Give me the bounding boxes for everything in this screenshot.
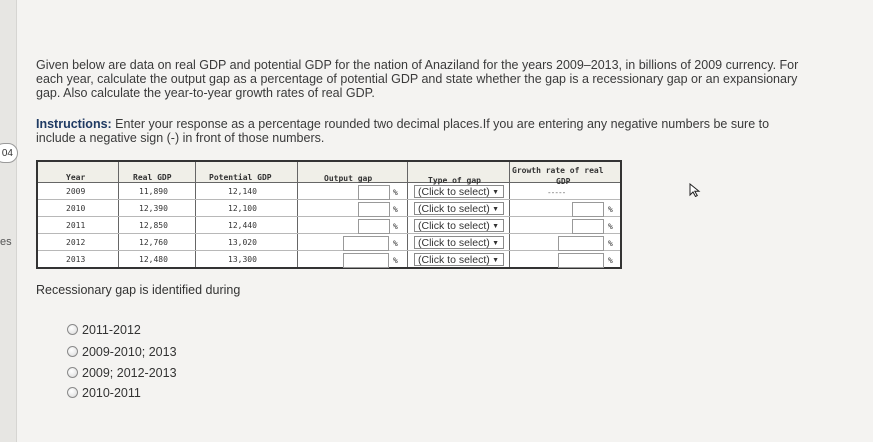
percent-symbol: % — [608, 256, 613, 265]
header-year: Year — [66, 173, 86, 182]
percent-symbol: % — [608, 205, 613, 214]
radio-option-2009-2012-2013[interactable] — [67, 366, 177, 380]
gap-type-select-2012[interactable] — [414, 236, 504, 249]
radio-button[interactable] — [67, 346, 78, 357]
table-row-potential-gdp: 13,300 — [228, 255, 257, 264]
table-row-potential-gdp: 13,020 — [228, 238, 257, 247]
percent-symbol: % — [393, 188, 398, 197]
option-label: 2009-2010; 2013 — [82, 345, 177, 359]
row-divider — [38, 199, 620, 200]
chevron-down-icon: ▼ — [492, 189, 499, 196]
table-row-potential-gdp: 12,100 — [228, 204, 257, 213]
select-value: (Click to select) — [418, 220, 490, 232]
table-row-real-gdp: 11,890 — [139, 187, 168, 196]
table-row-real-gdp: 12,850 — [139, 221, 168, 230]
table-row-year: 2010 — [66, 204, 86, 213]
mouse-cursor-icon — [689, 183, 701, 197]
column-divider — [297, 162, 298, 267]
select-value: (Click to select) — [418, 254, 490, 266]
growth-rate-input-2012[interactable] — [558, 236, 604, 251]
column-divider — [407, 162, 408, 267]
growth-rate-input-2010[interactable] — [572, 202, 604, 217]
select-value: (Click to select) — [418, 203, 490, 215]
radio-button[interactable] — [67, 367, 78, 378]
table-row-year: 2013 — [66, 255, 86, 264]
row-divider — [38, 250, 620, 251]
table-row-potential-gdp: 12,140 — [228, 187, 257, 196]
table-row-real-gdp: 12,390 — [139, 204, 168, 213]
option-label: 2011-2012 — [82, 323, 141, 337]
gap-type-select-2013[interactable] — [414, 253, 504, 266]
column-divider — [195, 162, 196, 267]
radio-option-2010-2011[interactable] — [67, 386, 141, 400]
row-divider — [38, 216, 620, 217]
gap-type-select-2011[interactable] — [414, 219, 504, 232]
instructions-label: Instructions: — [36, 117, 112, 131]
chevron-down-icon: ▼ — [492, 206, 499, 213]
table-row-real-gdp: 12,480 — [139, 255, 168, 264]
chevron-down-icon: ▼ — [492, 240, 499, 247]
header-output-gap: Output gap — [324, 174, 373, 183]
option-label: 2009; 2012-2013 — [82, 366, 177, 380]
select-value: (Click to select) — [418, 186, 490, 198]
percent-symbol: % — [393, 239, 398, 248]
percent-symbol: % — [608, 222, 613, 231]
row-divider — [38, 233, 620, 234]
chevron-down-icon: ▼ — [492, 257, 499, 264]
header-type-of-gap: Type of gap — [428, 176, 481, 185]
percent-symbol: % — [393, 222, 398, 231]
sidebar-label-fragment: es — [0, 236, 12, 248]
select-value: (Click to select) — [418, 237, 490, 249]
question-text: Given below are data on real GDP and potential GDP for the nation of Anaziland for the years 2009–2013, in billions of 2009 currency. For each year, calculate the output gap as a percentage of potential GDP and state whether the gap is a recessionary gap or an expansionary gap. Also calculate the year-to-year growth rates of real GDP. — [36, 58, 799, 100]
chevron-down-icon: ▼ — [492, 223, 499, 230]
output-gap-input-2012[interactable] — [343, 236, 389, 251]
gap-type-select-2010[interactable] — [414, 202, 504, 215]
radio-option-2009-2010-2013[interactable] — [67, 345, 177, 359]
header-growth-rate-line2: GDP — [556, 177, 571, 186]
table-row-real-gdp: 12,760 — [139, 238, 168, 247]
table-row-year: 2012 — [66, 238, 86, 247]
column-divider — [509, 162, 510, 267]
gap-type-select-2009[interactable] — [414, 185, 504, 198]
table-row-potential-gdp: 12,440 — [228, 221, 257, 230]
output-gap-input-2013[interactable] — [343, 253, 389, 268]
growth-rate-not-applicable: ----- — [548, 188, 567, 197]
radio-button[interactable] — [67, 387, 78, 398]
radio-button[interactable] — [67, 324, 78, 335]
subquestion-prompt: Recessionary gap is identified during — [36, 283, 241, 297]
percent-symbol: % — [393, 256, 398, 265]
table-row-year: 2009 — [66, 187, 86, 196]
percent-symbol: % — [393, 205, 398, 214]
instructions — [36, 117, 796, 145]
header-potential-gdp: Potential GDP — [209, 173, 272, 182]
growth-rate-input-2013[interactable] — [558, 253, 604, 268]
header-real-gdp: Real GDP — [133, 173, 172, 182]
question-number-badge[interactable]: 04 — [0, 143, 18, 163]
header-growth-rate-line1: Growth rate of real — [512, 166, 604, 175]
radio-option-2011-2012[interactable] — [67, 323, 141, 337]
table-row-year: 2011 — [66, 221, 86, 230]
output-gap-input-2011[interactable] — [358, 219, 390, 234]
percent-symbol: % — [608, 239, 613, 248]
column-divider — [118, 162, 119, 267]
left-sidebar-strip — [0, 0, 17, 442]
instructions-text: Enter your response as a percentage rounded two decimal places.If you are entering any negative numbers be sure to include a negative sign (-) in front of those numbers. — [36, 117, 770, 145]
option-label: 2010-2011 — [82, 386, 141, 400]
output-gap-input-2009[interactable] — [358, 185, 390, 200]
output-gap-input-2010[interactable] — [358, 202, 390, 217]
gdp-data-table — [36, 160, 622, 269]
growth-rate-input-2011[interactable] — [572, 219, 604, 234]
